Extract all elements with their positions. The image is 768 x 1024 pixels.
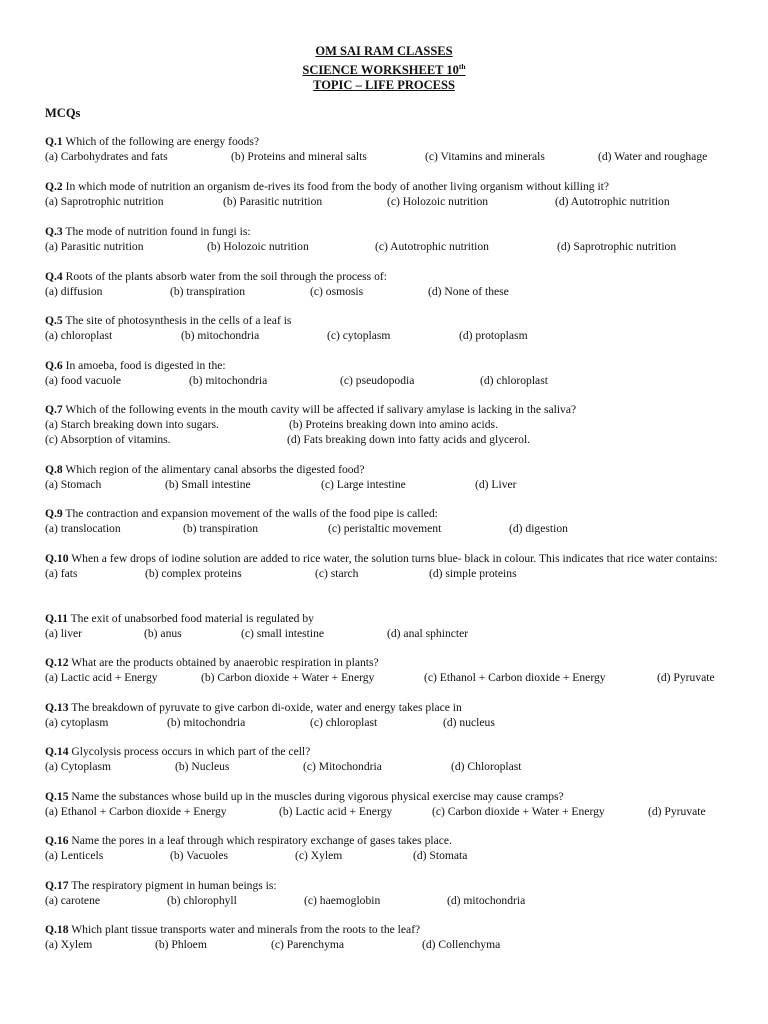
answer-option: (d) Stomata (413, 848, 468, 862)
question-text (45, 225, 745, 240)
answer-option: (b) chlorophyll (167, 893, 237, 907)
options-row (45, 285, 745, 300)
options-row (45, 627, 745, 642)
question-number: Q.1 (45, 135, 63, 148)
answer-option: (a) carotene (45, 893, 101, 907)
answer-option: (a) Stomach (45, 477, 102, 491)
question-text (45, 612, 745, 627)
answer-option: (d) mitochondria (447, 893, 526, 907)
question-number: Q.5 (45, 314, 63, 327)
question-text (45, 790, 745, 805)
question-number: Q.2 (45, 180, 63, 193)
question-13 (45, 701, 745, 731)
answer-option: (c) cytoplasm (327, 328, 391, 342)
question-5 (45, 314, 745, 344)
question-16 (45, 834, 745, 864)
question-10 (45, 552, 745, 582)
question-number: Q.3 (45, 225, 63, 238)
worksheet-title (0, 59, 768, 78)
question-2 (45, 180, 745, 210)
question-stem: The mode of nutrition found in fungi is: (62, 225, 251, 238)
question-text (45, 745, 745, 760)
options-row (45, 938, 745, 953)
answer-option: (d) Pyruvate (648, 804, 706, 818)
answer-option: (c) Parenchyma (271, 937, 345, 951)
question-stem: The respiratory pigment in human beings is: (68, 879, 277, 892)
question-number: Q.12 (45, 656, 69, 669)
options-row (45, 671, 745, 686)
answer-option: (a) chloroplast (45, 328, 113, 342)
question-text (45, 879, 745, 894)
options-row (45, 716, 745, 731)
answer-option: (b) mitochondria (181, 328, 260, 342)
question-text (45, 463, 745, 478)
answer-option: (d) simple proteins (429, 566, 517, 580)
answer-option: (b) transpiration (170, 284, 246, 298)
question-number: Q.9 (45, 507, 63, 520)
question-17 (45, 879, 745, 909)
question-stem: When a few drops of iodine solution are added to rice water, the solution turns blue- black in colour. This indicates that rice water contains: (68, 552, 718, 565)
answer-option: (b) transpiration (183, 521, 259, 535)
worksheet-header (0, 44, 768, 93)
answer-option: (a) Lenticels (45, 848, 104, 862)
answer-option: (a) Xylem (45, 937, 93, 951)
grade-superscript: th (458, 62, 466, 71)
answer-option: (c) Ethanol + Carbon dioxide + Energy (424, 670, 606, 684)
answer-option: (c) Absorption of vitamins. (45, 432, 171, 446)
answer-option: (d) anal sphincter (387, 626, 469, 640)
answer-option: (d) protoplasm (459, 328, 528, 342)
question-stem: Name the substances whose build up in the muscles during vigorous physical exercise may cause cramps? (68, 790, 564, 803)
answer-option: (b) mitochondria (167, 715, 246, 729)
question-stem: The site of photosynthesis in the cells of a leaf is (62, 314, 292, 327)
question-text (45, 507, 745, 522)
question-number: Q.7 (45, 403, 63, 416)
answer-option: (c) Xylem (295, 848, 343, 862)
answer-option: (c) Vitamins and minerals (425, 149, 545, 163)
answer-option: (d) Fats breaking down into fatty acids and glycerol. (287, 432, 531, 446)
answer-option: (d) Water and roughage (598, 149, 708, 163)
answer-option: (b) mitochondria (189, 373, 268, 387)
question-4 (45, 270, 745, 300)
question-text (45, 656, 745, 671)
answer-option: (a) translocation (45, 521, 121, 535)
answer-option: (a) Parasitic nutrition (45, 239, 144, 253)
question-18 (45, 923, 745, 953)
answer-option: (b) anus (144, 626, 182, 640)
answer-option: (a) Saprotrophic nutrition (45, 194, 164, 208)
answer-option: (a) Ethanol + Carbon dioxide + Energy (45, 804, 227, 818)
question-stem: Which plant tissue transports water and minerals from the roots to the leaf? (68, 923, 421, 936)
question-text (45, 270, 745, 285)
question-stem: The exit of unabsorbed food material is regulated by (67, 612, 314, 625)
answer-option: (b) Carbon dioxide + Water + Energy (201, 670, 375, 684)
answer-option: (b) Proteins and mineral salts (231, 149, 367, 163)
answer-option: (d) Chloroplast (451, 759, 522, 773)
question-stem: The breakdown of pyruvate to give carbon di-oxide, water and energy takes place in (68, 701, 462, 714)
question-text (45, 403, 745, 418)
answer-option: (a) Starch breaking down into sugars. (45, 417, 219, 431)
answer-option: (a) Cytoplasm (45, 759, 112, 773)
answer-option: (c) haemoglobin (304, 893, 381, 907)
question-text (45, 314, 745, 329)
question-stem: In amoeba, food is digested in the: (62, 359, 226, 372)
options-row (45, 150, 745, 165)
question-number: Q.13 (45, 701, 69, 714)
question-number: Q.15 (45, 790, 69, 803)
answer-option: (d) Collenchyma (422, 937, 501, 951)
question-stem: Roots of the plants absorb water from the soil through the process of: (62, 270, 387, 283)
question-8 (45, 463, 745, 493)
options-row (45, 894, 745, 909)
answer-option: (a) diffusion (45, 284, 103, 298)
options-row (45, 849, 745, 864)
question-stem: Glycolysis process occurs in which part of the cell? (68, 745, 311, 758)
topic-title: TOPIC – LIFE PROCESS (313, 78, 455, 93)
question-number: Q.18 (45, 923, 69, 936)
answer-option: (d) Liver (475, 477, 517, 491)
question-number: Q.17 (45, 879, 69, 892)
answer-option: (d) digestion (509, 521, 568, 535)
question-number: Q.16 (45, 834, 69, 847)
answer-option: (d) Pyruvate (657, 670, 715, 684)
answer-option: (d) Autotrophic nutrition (555, 194, 670, 208)
answer-option: (b) complex proteins (145, 566, 242, 580)
question-text (45, 552, 725, 567)
question-text (45, 834, 745, 849)
institute-name: OM SAI RAM CLASSES (315, 44, 453, 58)
question-number: Q.11 (45, 612, 68, 625)
question-15 (45, 790, 745, 820)
answer-option: (d) nucleus (443, 715, 495, 729)
answer-option: (c) osmosis (310, 284, 364, 298)
options-row (45, 760, 745, 775)
question-text (45, 135, 745, 150)
answer-option: (a) fats (45, 566, 78, 580)
question-7 (45, 403, 745, 448)
options-row (45, 805, 745, 820)
answer-option: (a) liver (45, 626, 83, 640)
answer-option: (c) pseudopodia (340, 373, 415, 387)
answer-option: (c) chloroplast (310, 715, 378, 729)
question-stem: Which of the following are energy foods? (62, 135, 260, 148)
answer-option: (d) None of these (428, 284, 509, 298)
question-text (45, 923, 745, 938)
question-stem: Which of the following events in the mouth cavity will be affected if salivary amylase is lacking in the saliva? (62, 403, 577, 416)
question-stem: The contraction and expansion movement of the walls of the food pipe is called: (62, 507, 438, 520)
answer-option: (a) food vacuole (45, 373, 121, 387)
answer-option: (a) Lactic acid + Energy (45, 670, 158, 684)
question-number: Q.10 (45, 552, 69, 565)
answer-option: (c) Holozoic nutrition (387, 194, 489, 208)
answer-option: (d) Saprotrophic nutrition (557, 239, 677, 253)
question-number: Q.14 (45, 745, 69, 758)
answer-option: (b) Small intestine (165, 477, 251, 491)
options-row (45, 433, 745, 448)
answer-option: (c) Large intestine (321, 477, 406, 491)
worksheet-title-text: SCIENCE WORKSHEET 10 (302, 63, 459, 78)
question-14 (45, 745, 745, 775)
options-row (45, 240, 745, 255)
answer-option: (b) Holozoic nutrition (207, 239, 309, 253)
question-6 (45, 359, 745, 389)
question-text (45, 359, 745, 374)
options-row (45, 418, 745, 433)
answer-option: (b) Proteins breaking down into amino acids. (289, 417, 498, 431)
question-text (45, 701, 745, 716)
answer-option: (c) Carbon dioxide + Water + Energy (432, 804, 605, 818)
answer-option: (c) starch (315, 566, 359, 580)
question-12 (45, 656, 745, 686)
question-text (45, 180, 745, 195)
section-heading: MCQs (45, 106, 81, 120)
question-3 (45, 225, 745, 255)
options-row (45, 374, 745, 389)
answer-option: (b) Nucleus (175, 759, 230, 773)
answer-option: (c) small intestine (241, 626, 325, 640)
answer-option: (d) chloroplast (480, 373, 548, 387)
question-number: Q.4 (45, 270, 63, 283)
answer-option: (c) peristaltic movement (328, 521, 442, 535)
answer-option: (c) Mitochondria (303, 759, 382, 773)
options-row (45, 567, 745, 582)
answer-option: (b) Phloem (155, 937, 207, 951)
options-row (45, 522, 745, 537)
question-11 (45, 612, 745, 642)
question-stem: In which mode of nutrition an organism de-rives its food from the body of another living organism without killing it? (62, 180, 610, 193)
answer-option: (a) Carbohydrates and fats (45, 149, 168, 163)
question-stem: Which region of the alimentary canal absorbs the digested food? (62, 463, 365, 476)
answer-option: (a) cytoplasm (45, 715, 109, 729)
answer-option: (c) Autotrophic nutrition (375, 239, 489, 253)
answer-option: (b) Parasitic nutrition (223, 194, 323, 208)
question-number: Q.6 (45, 359, 63, 372)
options-row (45, 478, 745, 493)
answer-option: (b) Vacuoles (170, 848, 229, 862)
question-stem: Name the pores in a leaf through which respiratory exchange of gases takes place. (68, 834, 452, 847)
options-row (45, 329, 745, 344)
question-stem: What are the products obtained by anaerobic respiration in plants? (68, 656, 379, 669)
answer-option: (b) Lactic acid + Energy (279, 804, 393, 818)
options-row (45, 195, 745, 210)
question-9 (45, 507, 745, 537)
question-number: Q.8 (45, 463, 63, 476)
question-1 (45, 135, 745, 165)
